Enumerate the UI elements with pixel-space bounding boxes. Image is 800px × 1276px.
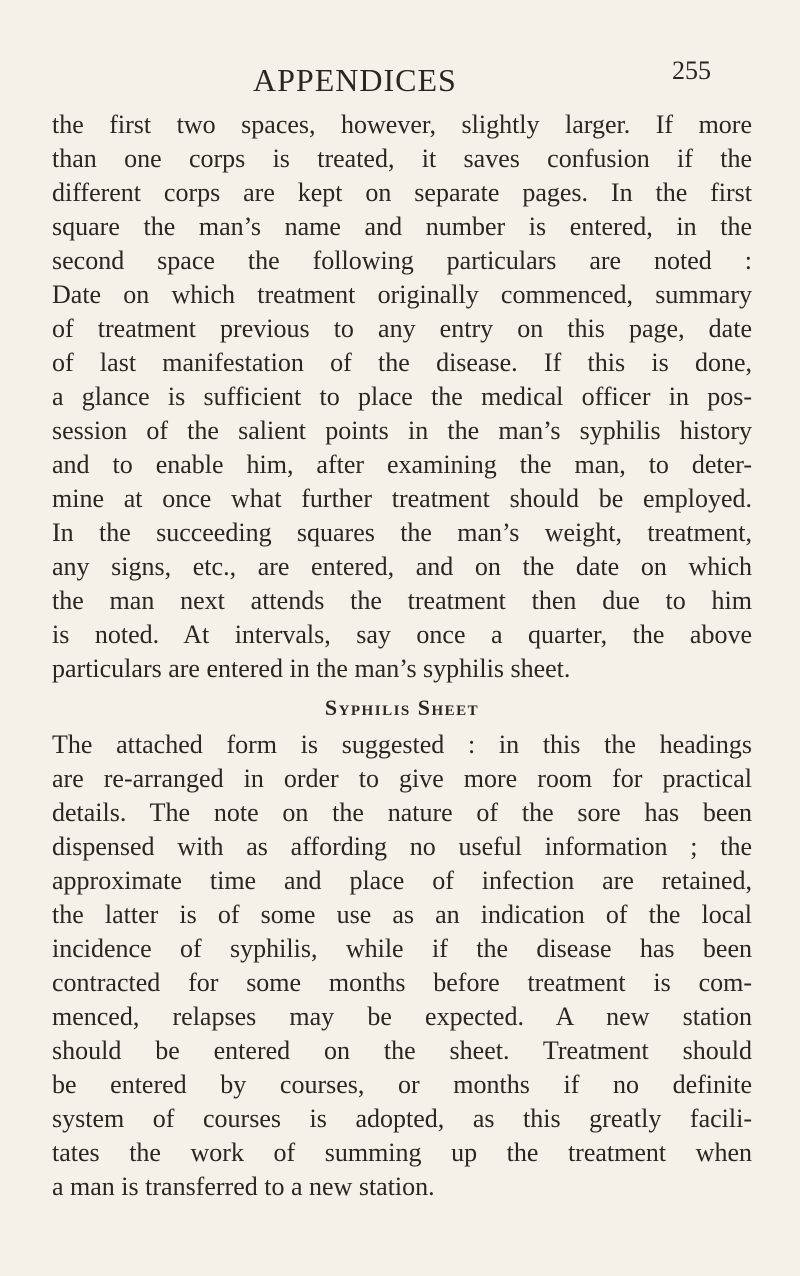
paragraph-2 <box>52 728 752 1204</box>
text-line: the first two spaces, however, slightly larger. If more <box>52 110 752 139</box>
text-line: should be entered on the sheet. Treatment should <box>52 1036 752 1065</box>
text-line: particulars are entered in the man’s syphilis sheet. <box>52 654 571 683</box>
text-line: different corps are kept on separate pages. In the first <box>52 178 752 207</box>
page-body <box>52 108 752 1204</box>
text-line: approximate time and place of infection are retained, <box>52 866 752 895</box>
text-line: of last manifestation of the disease. If this is done, <box>52 348 752 377</box>
text-line: a glance is sufficient to place the medical officer in pos- <box>52 382 752 411</box>
text-line: incidence of syphilis, while if the disease has been <box>52 934 752 963</box>
text-line: system of courses is adopted, as this greatly facili- <box>52 1104 752 1133</box>
text-line: square the man’s name and number is entered, in the <box>52 212 752 241</box>
section-heading: Syphilis Sheet <box>324 695 480 720</box>
text-line: are re-arranged in order to give more room for practical <box>52 764 752 793</box>
text-line: The attached form is suggested : in this the headings <box>52 730 752 759</box>
page-header <box>0 56 800 102</box>
text-line: a man is transferred to a new station. <box>52 1172 435 1201</box>
page-number: 255 <box>672 56 711 85</box>
text-line: and to enable him, after examining the man, to deter- <box>52 450 752 479</box>
text-line: the latter is of some use as an indication of the local <box>52 900 752 929</box>
text-line: be entered by courses, or months if no definite <box>52 1070 752 1099</box>
text-line: Date on which treatment originally commenced, summary <box>52 280 752 309</box>
text-line: mine at once what further treatment should be employed. <box>52 484 752 513</box>
paragraph-1 <box>52 108 752 686</box>
text-line: is noted. At intervals, say once a quarter, the above <box>52 620 752 649</box>
text-line: the man next attends the treatment then due to him <box>52 586 752 615</box>
text-line: menced, relapses may be expected. A new station <box>52 1002 752 1031</box>
running-head: APPENDICES <box>253 62 457 98</box>
text-line: session of the salient points in the man’s syphilis history <box>52 416 752 445</box>
text-line: In the succeeding squares the man’s weight, treatment, <box>52 518 752 547</box>
text-line: dispensed with as affording no useful information ; the <box>52 832 752 861</box>
text-line: details. The note on the nature of the sore has been <box>52 798 752 827</box>
text-line: second space the following particulars are noted : <box>52 246 752 275</box>
text-line: any signs, etc., are entered, and on the date on which <box>52 552 752 581</box>
text-line: of treatment previous to any entry on this page, date <box>52 314 752 343</box>
text-line: contracted for some months before treatment is com- <box>52 968 752 997</box>
text-line: than one corps is treated, it saves confusion if the <box>52 144 752 173</box>
text-line: tates the work of summing up the treatment when <box>52 1138 752 1167</box>
